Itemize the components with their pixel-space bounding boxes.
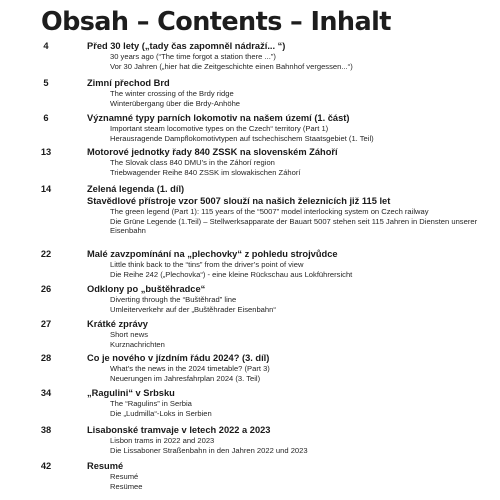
english-title: The “Ragulins” in Serbia xyxy=(110,399,192,408)
article-heading: Malé zavzpomínání na „plechovky“ z pohledu strojvůdce xyxy=(87,249,338,259)
article-heading: Motorové jednotky řady 840 ZSSK na slovenském Záhoří xyxy=(87,147,338,157)
article-translations xyxy=(110,158,490,177)
german-title: Neuerungen im Jahresfahrplan 2024 (3. Teil) xyxy=(110,373,261,383)
article-translations xyxy=(110,436,490,455)
page-number: 26 xyxy=(40,284,52,294)
german-title: Vor 30 Jahren („hier hat die Zeitgeschichte einen Bahnhof vergessen...“) xyxy=(110,61,353,71)
page-number: 34 xyxy=(40,388,52,398)
english-title: The winter crossing of the Brdy ridge xyxy=(110,89,234,98)
article-heading: Krátké zprávy xyxy=(87,319,148,329)
english-title: Diverting through the “Buštěhrad” line xyxy=(110,295,237,304)
article-heading: Před 30 lety („tady čas zapomněl nádraží... “) xyxy=(87,41,286,51)
article-translations xyxy=(110,124,490,143)
german-title: Umleiterverkehr auf der „Buštěhrader Eisenbahn“ xyxy=(110,304,276,314)
article-translations xyxy=(110,364,490,383)
article-translations xyxy=(110,399,490,418)
english-title: Important steam locomotive types on the Czech“ territory (Part 1) xyxy=(110,124,329,133)
article-translations xyxy=(110,472,490,491)
english-title: The Slovak class 840 DMU’s in the Záhorí region xyxy=(110,158,275,167)
article-heading: Resumé xyxy=(87,461,124,471)
article-heading: Zimní přechod Brd xyxy=(87,78,170,88)
german-title: Die Grüne Legende (1.Teil) – Stellwerksapparate der Bauart 5007 stehen seit 115 Jahren in Diensten unserer Eisenbahn xyxy=(110,216,478,236)
article-translations xyxy=(110,52,490,71)
english-title: 30 years ago (“The time forgot a station there ...”) xyxy=(110,52,276,61)
english-title: Short news xyxy=(110,330,148,339)
article-translations xyxy=(110,330,490,349)
page-number: 28 xyxy=(40,353,52,363)
german-title: Die Reihe 242 („Plechovka“) - eine kleine Rückschau aus Lokführersicht xyxy=(110,269,353,279)
article-heading: Odklony po „buštěhradce“ xyxy=(87,284,206,294)
german-title: Die Lissaboner Straßenbahn in den Jahren 2022 und 2023 xyxy=(110,445,308,455)
page-number: 13 xyxy=(40,147,52,157)
page-title: Obsah – Contents – Inhalt xyxy=(41,7,391,37)
english-title: What’s the news in the 2024 timetable? (Part 3) xyxy=(110,364,270,373)
article-heading: Zelená legenda (1. díl) xyxy=(87,184,185,194)
page-number: 6 xyxy=(43,113,49,123)
page-number: 4 xyxy=(43,41,49,51)
german-title: Winterübergang über die Brdy-Anhöhe xyxy=(110,98,241,108)
english-title: Little think back to the “tins” from the driver’s point of view xyxy=(110,260,304,269)
english-title: Lisbon trams in 2022 and 2023 xyxy=(110,436,215,445)
page-number: 38 xyxy=(40,425,52,435)
german-title: Herausragende Dampflokomotivtypen auf tschechischem Staatsgebiet (1. Teil) xyxy=(110,133,374,143)
article-heading: Stavědlové přístroje vzor 5007 slouží na našich železnicích již 115 let xyxy=(87,196,391,206)
article-heading: „Ragulini“ v Srbsku xyxy=(87,388,175,398)
german-title: Triebwagender Reihe 840 ZSSK im slowakischen Záhorí xyxy=(110,167,301,177)
article-heading: Lisabonské tramvaje v letech 2022 a 2023 xyxy=(87,425,271,435)
english-title: Resumé xyxy=(110,472,139,481)
article-heading: Významné typy parních lokomotiv na našem území (1. část) xyxy=(87,113,350,123)
english-title: The green legend (Part 1): 115 years of the “5007” model interlocking system on Czech railway xyxy=(110,207,429,216)
page-number: 22 xyxy=(40,249,52,259)
article-translations xyxy=(110,207,490,236)
page-number: 27 xyxy=(40,319,52,329)
article-translations xyxy=(110,260,490,279)
page-number: 14 xyxy=(40,184,52,194)
page-number: 42 xyxy=(40,461,52,471)
article-translations xyxy=(110,295,490,314)
page-number: 5 xyxy=(43,78,49,88)
article-translations xyxy=(110,89,490,108)
german-title: Kurznachrichten xyxy=(110,339,165,349)
german-title: Resümee xyxy=(110,481,143,491)
german-title: Die „Ludmilla“-Loks in Serbien xyxy=(110,408,212,418)
article-heading: Co je nového v jízdním řádu 2024? (3. díl) xyxy=(87,353,270,363)
